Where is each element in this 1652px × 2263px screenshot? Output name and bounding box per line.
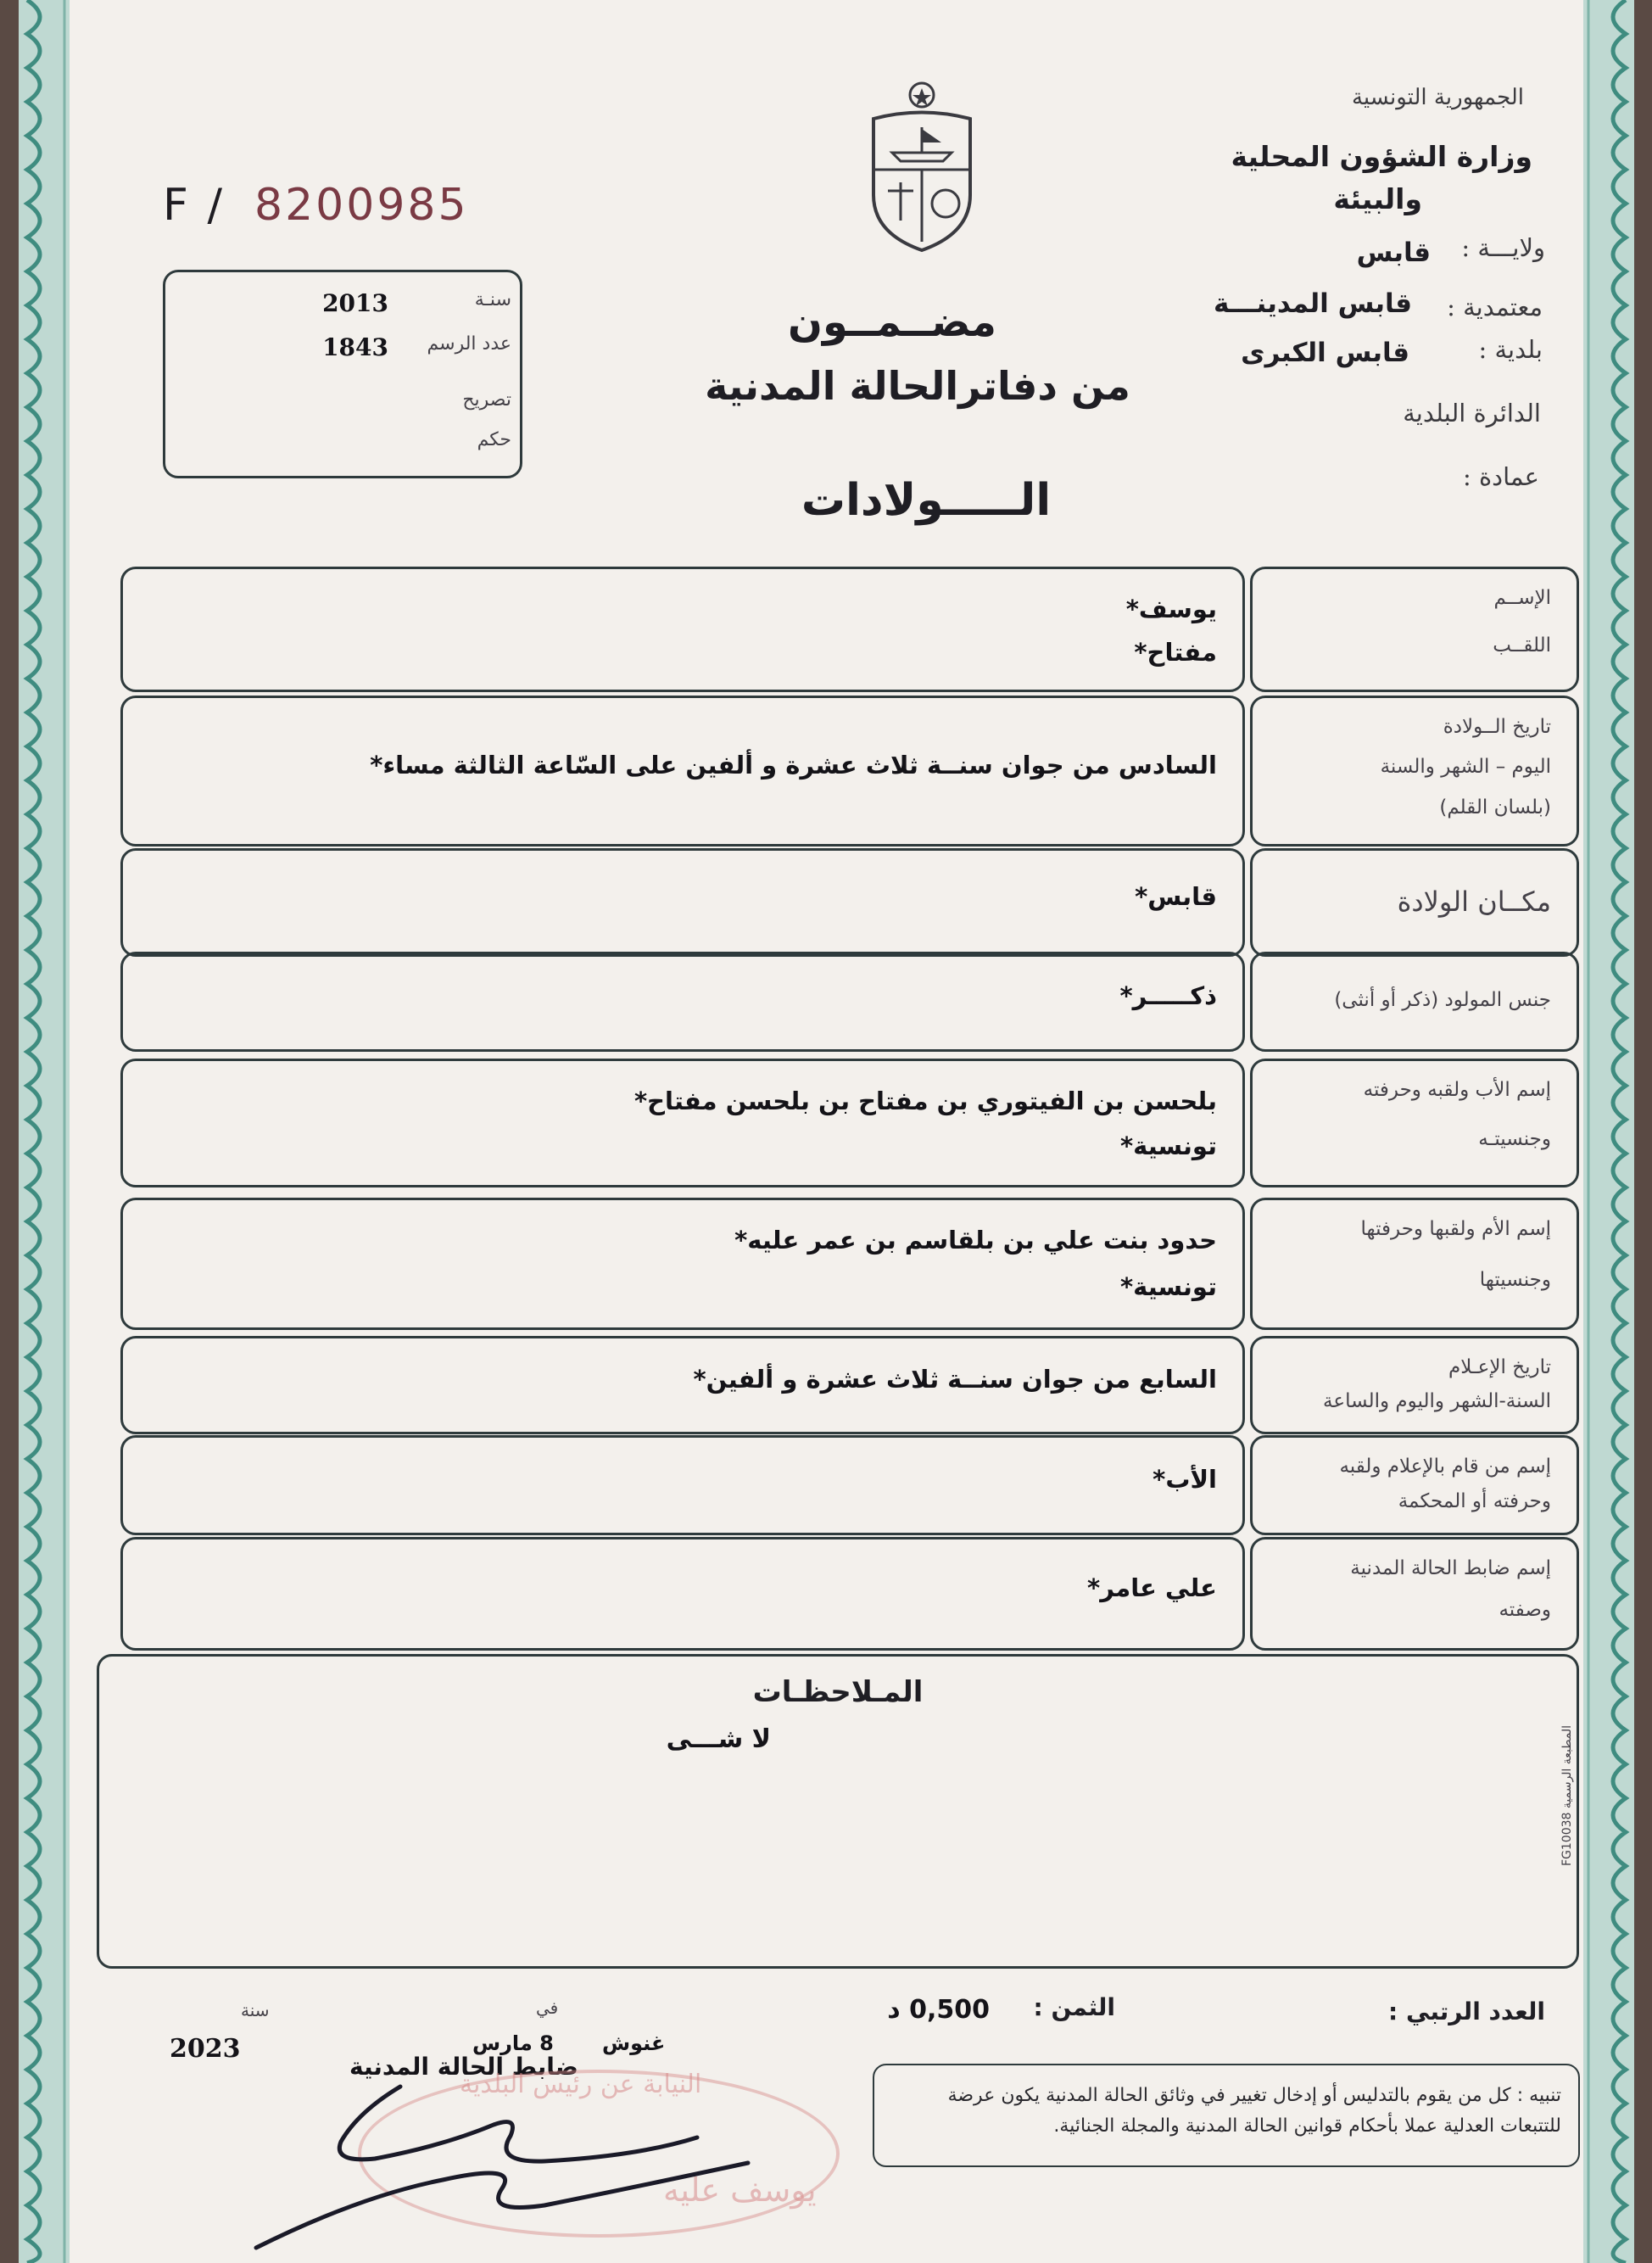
wilaya-label: ولايـــة : bbox=[1461, 233, 1545, 262]
row-label-box bbox=[1250, 567, 1579, 692]
serial-number-label: العدد الرتبي : bbox=[1388, 1998, 1545, 2026]
row-label: وجنسيتها bbox=[1479, 1269, 1551, 1291]
row-label: اللقــب bbox=[1493, 634, 1551, 657]
remarks-value: لا شـــى bbox=[666, 1724, 771, 1754]
row-value: السادس من جوان سنــة ثلاث عشرة و ألفين على السّاعة الثالثة مساء* bbox=[370, 751, 1217, 779]
row-label: تاريخ الــولادة bbox=[1443, 716, 1551, 738]
row-value-box bbox=[120, 952, 1245, 1052]
row-label-box bbox=[1250, 952, 1579, 1052]
row-label-box bbox=[1250, 1537, 1579, 1651]
municipality-label: بلدية : bbox=[1478, 335, 1543, 364]
signature-icon bbox=[239, 2061, 782, 2256]
row-label: وصفته bbox=[1499, 1599, 1551, 1621]
municipal-district-label: الدائرة البلدية bbox=[1403, 399, 1541, 427]
row-value-box bbox=[120, 848, 1245, 957]
row-value-box bbox=[120, 567, 1245, 692]
notice-text: تنبيه : كل من يقوم بالتدليس أو إدخال تغيير في وثائق الحالة المدنية يكون عرضة للتتبعات العدلية عملا بأحكام قوانين الحالة المدنية والمجلة الجنائية. bbox=[947, 2085, 1561, 2137]
row-label: إسم ضابط الحالة المدنية bbox=[1350, 1557, 1551, 1579]
row-value: حدود بنت علي بن بلقاسم بن عمر عليه* bbox=[734, 1226, 1217, 1254]
row-label: جنس المولود (ذكر أو أنثى) bbox=[1334, 988, 1551, 1011]
row-value-box bbox=[120, 696, 1245, 847]
document-page bbox=[19, 0, 1634, 2263]
remarks-box bbox=[97, 1654, 1579, 1969]
row-label-box bbox=[1250, 696, 1579, 847]
notice-box bbox=[873, 2064, 1580, 2167]
row-value: تونسية* bbox=[1119, 1132, 1217, 1160]
omda-label: عمادة : bbox=[1462, 462, 1539, 491]
year-label-footer: سنة bbox=[241, 2000, 270, 2020]
place-name: غنوش bbox=[602, 2031, 666, 2055]
row-value: يوسف* bbox=[1125, 595, 1217, 623]
row-value: تونسية* bbox=[1119, 1272, 1217, 1301]
record-box bbox=[163, 270, 522, 478]
row-label-box bbox=[1250, 1059, 1579, 1187]
ministry-line1: وزارة الشؤون المحلية bbox=[1231, 140, 1532, 173]
row-label: تاريخ الإعـلام bbox=[1448, 1356, 1551, 1378]
printer-mark: المطبعة الرسمية FG10038 bbox=[1560, 1725, 1574, 1866]
row-label-box bbox=[1250, 1198, 1579, 1330]
republic-name: الجمهورية التونسية bbox=[1351, 85, 1524, 110]
wilaya-value: قابس bbox=[1356, 237, 1431, 268]
row-label: إسم من قام بالإعلام ولقبه bbox=[1339, 1456, 1551, 1478]
delegation-label: معتمدية : bbox=[1447, 293, 1543, 321]
declaration-label: تصريح bbox=[462, 389, 511, 411]
row-label: إسم الأب ولقبه وحرفته bbox=[1363, 1079, 1551, 1101]
row-label: وحرفته أو المحكمة bbox=[1398, 1490, 1551, 1512]
year-value: 2013 bbox=[322, 289, 388, 317]
record-number-label: عدد الرسم bbox=[427, 333, 511, 355]
stamp-line2: يوسف عليه bbox=[663, 2171, 817, 2209]
row-label: الإســم bbox=[1493, 587, 1551, 609]
row-label: وجنسيتـه bbox=[1478, 1128, 1551, 1150]
on-date-label: في bbox=[536, 1998, 559, 2018]
row-label: السنة-الشهر واليوم والساعة bbox=[1323, 1390, 1551, 1412]
row-value: الأب* bbox=[1152, 1465, 1217, 1494]
right-guilloche-border bbox=[1583, 0, 1634, 2263]
row-value-box bbox=[120, 1198, 1245, 1330]
title-line2: من دفاترالحالة المدنية bbox=[705, 363, 1130, 409]
row-value: علي عامر* bbox=[1087, 1573, 1217, 1602]
row-value-box bbox=[120, 1435, 1245, 1535]
coat-of-arms-icon bbox=[858, 76, 985, 254]
section-title: الـــــولادات bbox=[801, 475, 1052, 526]
record-number-value: 1843 bbox=[322, 333, 388, 361]
ministry-line2: والبيئة bbox=[1333, 182, 1422, 215]
price-value: 0,500 د bbox=[887, 1995, 990, 2025]
row-label: (بلسان القلم) bbox=[1439, 796, 1551, 819]
row-value: السابع من جوان سنــة ثلاث عشرة و ألفين* bbox=[693, 1365, 1217, 1394]
row-value: ذكـــــر* bbox=[1119, 981, 1217, 1010]
judgment-label: حكم bbox=[477, 429, 511, 450]
row-value: بلحسن بن الفيتوري بن مفتاح بن بلحسن مفتاح* bbox=[633, 1087, 1217, 1115]
remarks-title: المـلاحظـات bbox=[752, 1675, 924, 1709]
row-value-box bbox=[120, 1336, 1245, 1434]
title-line1: مضــمــون bbox=[788, 299, 996, 346]
year-value-footer: 2023 bbox=[170, 2034, 241, 2064]
row-label: اليوم – الشهر والسنة bbox=[1380, 756, 1551, 779]
serial-number: 8200985 bbox=[254, 180, 469, 231]
stamp-line1: النيابة عن رئيس البلدية bbox=[460, 2070, 702, 2099]
price-label: الثمن : bbox=[1033, 1993, 1115, 2021]
day-month: 8 مارس bbox=[472, 2031, 554, 2055]
serial-prefix: F / bbox=[163, 180, 225, 231]
row-value-box bbox=[120, 1059, 1245, 1187]
municipality-value: قابس الكبرى bbox=[1241, 338, 1409, 368]
officer-title: ضابط الحالة المدنية bbox=[349, 2053, 578, 2081]
year-label: سنـة bbox=[474, 289, 511, 310]
row-value: قابس* bbox=[1135, 882, 1217, 911]
row-label-box bbox=[1250, 848, 1579, 957]
row-label: إسم الأم ولقبها وحرفتها bbox=[1360, 1218, 1551, 1240]
row-value-box bbox=[120, 1537, 1245, 1651]
row-label: مكــان الولادة bbox=[1397, 886, 1551, 918]
row-label-box bbox=[1250, 1435, 1579, 1535]
row-label-box bbox=[1250, 1336, 1579, 1434]
left-guilloche-border bbox=[19, 0, 70, 2263]
delegation-value: قابس المدينـــة bbox=[1213, 288, 1412, 319]
row-value: مفتاح* bbox=[1134, 638, 1217, 667]
